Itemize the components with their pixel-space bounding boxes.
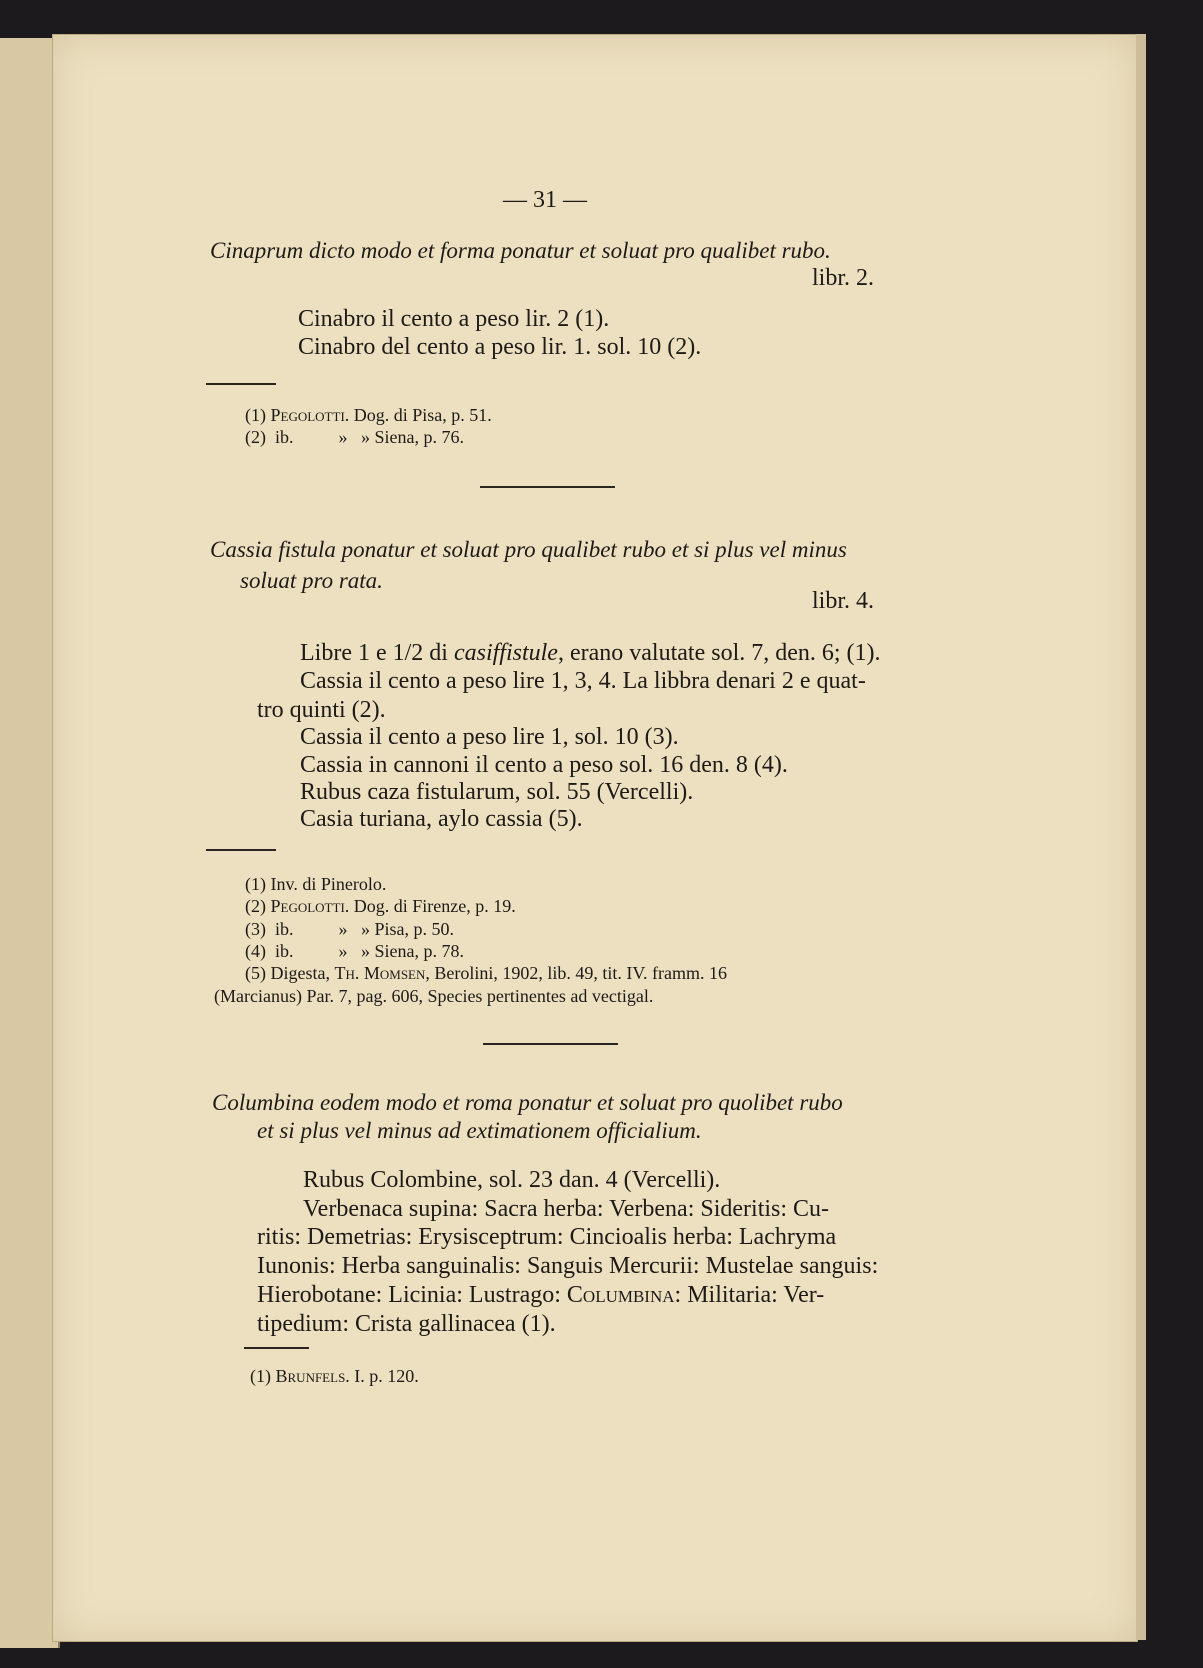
section-3-line: tipedium: Crista gallinacea (1).: [257, 1311, 556, 1337]
section-3-line: ritis: Demetrias: Erysisceptrum: Cincioalis herba: Lachryma: [257, 1224, 837, 1250]
footnote-rule: [206, 849, 276, 851]
footnote: (1) Pegolotti. Dog. di Pisa, p. 51.: [245, 405, 492, 425]
section-3-line: Rubus Colombine, sol. 23 dan. 4 (Vercelli).: [303, 1167, 721, 1193]
section-3-heading: et si plus vel minus ad extimationem officialium.: [257, 1118, 702, 1143]
section-2-line: Rubus caza fistularum, sol. 55 (Vercelli).: [300, 779, 694, 805]
section-2-line: Casia turiana, aylo cassia (5).: [300, 806, 583, 832]
footnote: (1) Brunfels. I. p. 120.: [250, 1366, 419, 1386]
section-1-line: Cinabro il cento a peso lir. 2 (1).: [298, 306, 610, 332]
footnote: (3) ib. » » Pisa, p. 50.: [245, 919, 455, 939]
section-2-line: Cassia il cento a peso lire 1, sol. 10 (3).: [300, 724, 679, 750]
section-2-tariff: libr. 4.: [812, 588, 875, 614]
section-divider: [480, 486, 615, 488]
section-2-line: Cassia il cento a peso lire 1, 3, 4. La libbra denari 2 e quat-: [300, 668, 866, 694]
footnote: (Marcianus) Par. 7, pag. 606, Species pertinentes ad vectigal.: [214, 986, 654, 1006]
section-1-tariff: libr. 2.: [812, 265, 875, 291]
page-edge: [1136, 34, 1146, 1640]
footnote-rule: [244, 1347, 309, 1349]
footnote: (2) ib. » » Siena, p. 76.: [245, 427, 464, 447]
section-2-line: Libre 1 e 1/2 di casiffistule, erano valutate sol. 7, den. 6; (1).: [300, 640, 881, 666]
section-2-heading: soluat pro rata.: [240, 568, 383, 593]
section-3-line: Verbenaca supina: Sacra herba: Verbena: Sideritis: Cu-: [303, 1196, 830, 1222]
section-3-heading: Columbina eodem modo et roma ponatur et soluat pro quolibet rubo: [212, 1090, 843, 1115]
section-divider: [483, 1043, 618, 1045]
footnote-rule: [206, 383, 276, 385]
footnote: (5) Digesta, Th. Momsen, Berolini, 1902, lib. 49, tit. IV. framm. 16: [245, 963, 728, 983]
section-2-heading: Cassia fistula ponatur et soluat pro qualibet rubo et si plus vel minus: [210, 537, 847, 562]
section-1-line: Cinabro del cento a peso lir. 1. sol. 10 (2).: [298, 334, 702, 360]
footnote: (2) Pegolotti. Dog. di Firenze, p. 19.: [245, 896, 516, 916]
book-page: [52, 34, 1138, 1642]
section-2-line: tro quinti (2).: [257, 697, 386, 723]
footnote: (4) ib. » » Siena, p. 78.: [245, 941, 464, 961]
page-number: — 31 —: [503, 187, 587, 213]
section-1-heading: Cinaprum dicto modo et forma ponatur et soluat pro qualibet rubo.: [210, 238, 831, 263]
section-3-line: Iunonis: Herba sanguinalis: Sanguis Mercurii: Mustelae sanguis:: [257, 1253, 879, 1279]
previous-page-edge: [0, 38, 60, 1648]
section-2-line: Cassia in cannoni il cento a peso sol. 16 den. 8 (4).: [300, 752, 788, 778]
footnote: (1) Inv. di Pinerolo.: [245, 874, 387, 894]
section-3-line: Hierobotane: Licinia: Lustrago: Columbina: Militaria: Ver-: [257, 1282, 825, 1308]
